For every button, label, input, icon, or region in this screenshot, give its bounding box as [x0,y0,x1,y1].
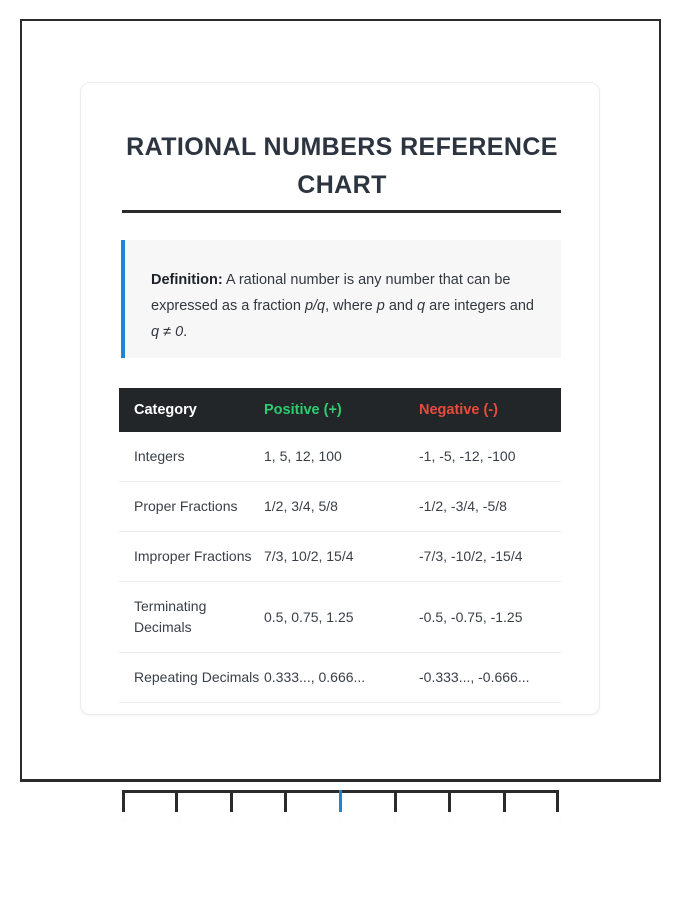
definition-condition: q ≠ 0 [151,324,184,340]
cell-negative-examples: -7/3, -10/2, -15/4 [419,532,561,582]
number-line-tick [503,790,506,812]
cell-positive-examples: 1, 5, 12, 100 [264,432,419,482]
cell-positive-examples: 0.333..., 0.666... [264,653,419,703]
number-line-tick [175,790,178,812]
column-header-negative: Negative (-) [419,402,498,418]
cell-negative-examples: -1/2, -3/4, -5/8 [419,482,561,532]
table-row [119,653,561,703]
table-row [119,482,561,532]
table-row [119,582,561,653]
number-line-label: 1 [392,814,399,826]
number-line-tick [284,790,287,812]
definition-sentence-4: are integers and [425,298,534,314]
number-line-tick [556,790,559,812]
page-title: RATIONAL NUMBERS REFERENCE CHART [126,133,558,199]
number-line-top-rule [20,780,661,782]
definition-variable-p: p [376,298,385,314]
cell-category: Integers [119,432,264,482]
definition-sentence-1: A rational number is any number that can be expressed as a fraction [151,272,511,314]
cell-positive-examples: 7/3, 10/2, 15/4 [264,532,419,582]
table-row [119,432,561,482]
definition-sentence-3: and [384,298,418,314]
definition-variable-q: q [417,298,426,314]
definition-sentence-5: . [183,324,188,340]
table-row [119,532,561,582]
table-header-row [119,388,561,432]
definition-callout [121,240,561,358]
title-divider [122,210,561,213]
number-line-tick-zero [339,790,342,812]
table-header [119,388,561,432]
rational-numbers-table [119,388,561,703]
cell-positive-examples: 0.5, 0.75, 1.25 [264,582,419,653]
column-header-category: Category [134,402,197,418]
number-line-label: -4 [117,814,127,826]
definition-accent-bar [121,240,125,358]
cell-category: Improper Fractions [119,532,264,582]
cell-negative-examples: -0.5, -0.75, -1.25 [419,582,561,653]
definition-sentence-2: , where [325,298,377,314]
cell-positive-examples: 1/2, 3/4, 5/8 [264,482,419,532]
number-line-tick [122,790,125,812]
cell-negative-examples: -1, -5, -12, -100 [419,432,561,482]
number-line-label: 2 [446,814,453,826]
number-line-label: 0 [337,814,344,826]
number-line-label: 4 [555,814,563,826]
number-line-tick [230,790,233,812]
reference-chart-card [80,82,600,715]
number-line-tick [448,790,451,812]
definition-fraction: p/q [304,298,326,314]
table-body [119,432,561,703]
number-line-label: 3 [501,814,508,826]
number-line-label: -1 [280,814,291,826]
number-line-label: -3 [171,814,182,826]
number-line-tick [394,790,397,812]
cell-category: Repeating Decimals [119,653,264,703]
number-line-label: -2 [226,814,237,826]
definition-label: Definition: [151,272,223,288]
definition-text [151,267,535,345]
cell-category: Proper Fractions [119,482,264,532]
cell-negative-examples: -0.333..., -0.666... [419,653,561,703]
column-header-positive: Positive (+) [264,402,342,418]
number-line [117,790,563,826]
cell-category: Terminating Decimals [119,582,264,653]
